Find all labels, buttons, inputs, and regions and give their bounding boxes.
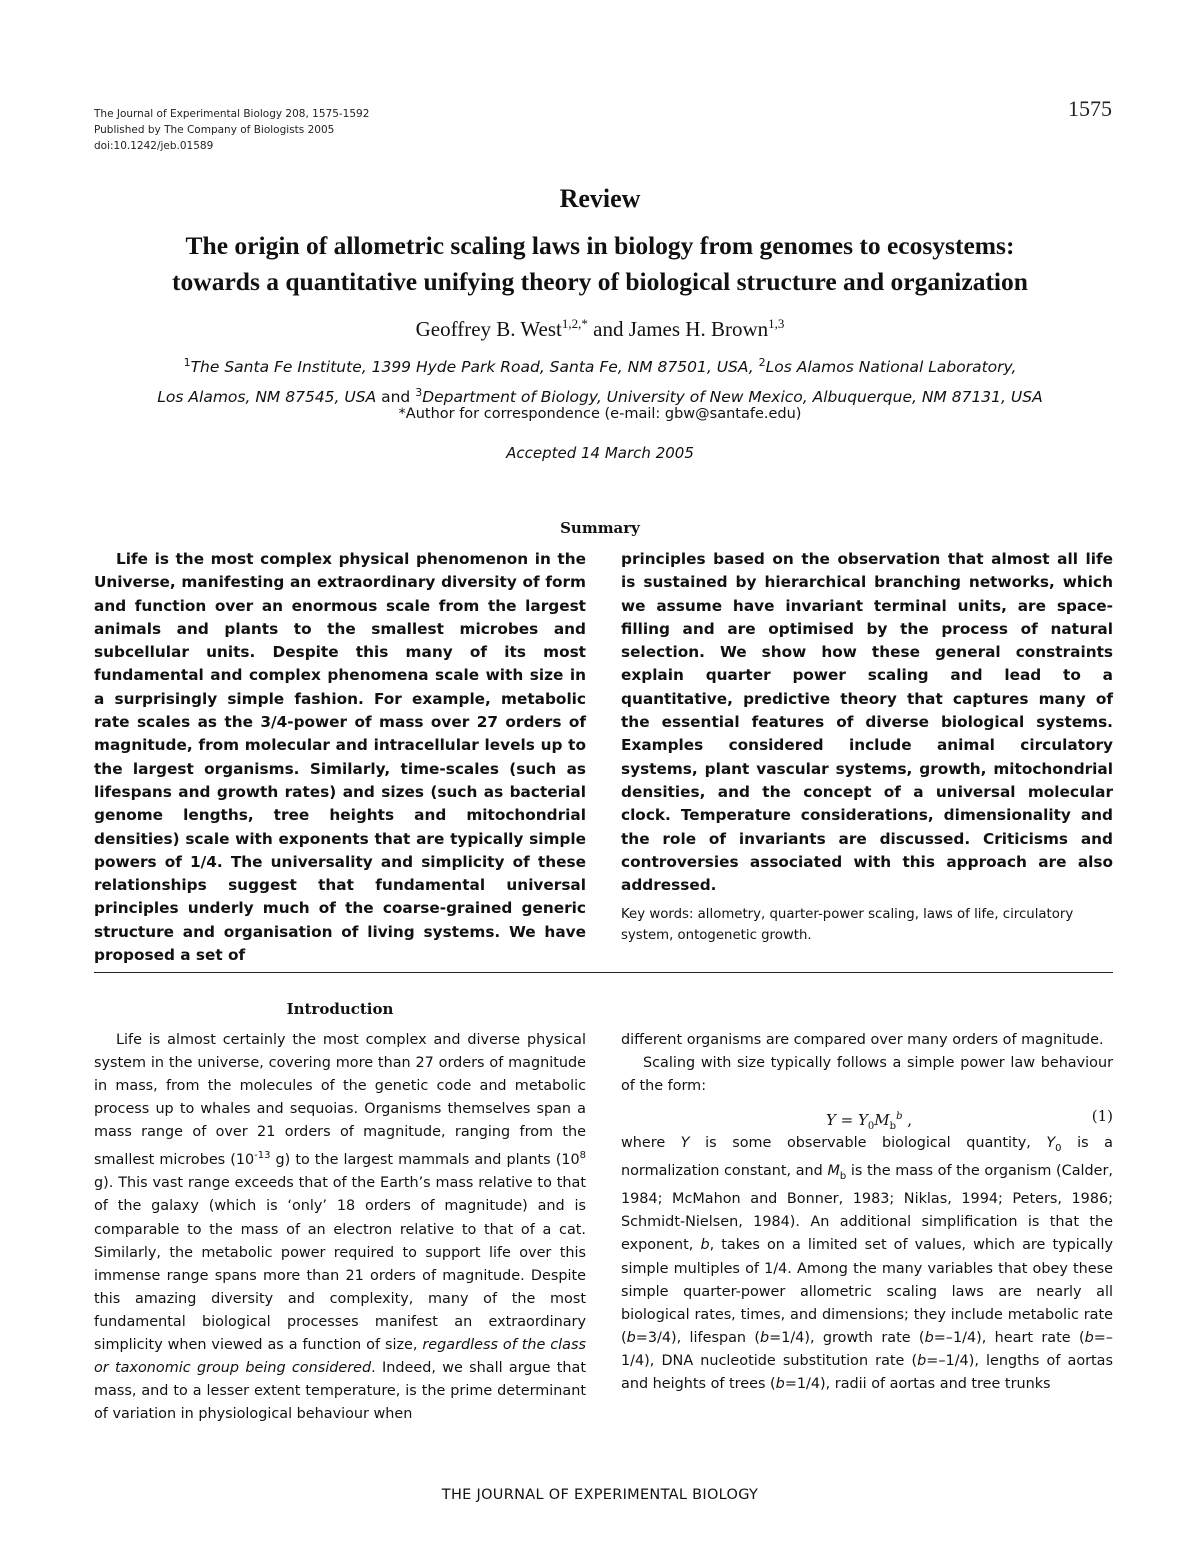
summary-heading: Summary	[560, 519, 640, 537]
body-text: is the mass of the organism (Calder, 1984; McMahon and Bonner, 1983; Niklas, 1994; Peters, 1986; Schmidt-Nielsen, 1984). An additional simplification is that the exponent,	[621, 1163, 1114, 1254]
symbol: b	[760, 1329, 770, 1346]
equation-number: (1)	[1091, 1107, 1113, 1126]
paragraph	[621, 1132, 1113, 1396]
affiliation-marker: 3	[415, 386, 423, 400]
body-text: g). This vast range exceeds that of the Earth’s mass relative to that of the galaxy (which is ‘only’ 18 orders of magnitude) and is comparable to the mass of an electron relative to that of a cat. Similarly, the metabolic power required to support life over this immense range spans more than 21 orders of magnitude. Despite this amazing diversity and complexity, many of the most fundamental biological processes manifest an extraordinary simplicity when viewed as a function of size,	[94, 1175, 586, 1354]
affiliation-conjunction: and	[376, 388, 416, 407]
author-conjunction: and	[587, 317, 629, 341]
eq-subscript: b	[889, 1121, 897, 1133]
keywords: Key words: allometry, quarter-power scaling, laws of life, circulatory system, ontogenetic growth.	[621, 907, 1074, 943]
affiliation-text: Department of Biology, University of New Mexico, Albuquerque, NM 87131, USA	[422, 388, 1043, 407]
symbol: Y	[1046, 1135, 1056, 1152]
symbol: Y	[680, 1135, 690, 1152]
eq-symbol: Y	[858, 1111, 868, 1130]
body-text: =–1/4), heart rate (	[933, 1329, 1085, 1346]
paragraph: different organisms are compared over many orders of magnitude.	[621, 1032, 1104, 1048]
affiliation-line-1	[60, 350, 1140, 380]
correspondence-note: *Author for correspondence (e-mail: gbw@santafe.edu)	[398, 406, 802, 422]
author-superscript: 1,3	[768, 316, 785, 331]
body-text: =–1/4), lengths of aortas and heights of trees (	[621, 1352, 1113, 1392]
exponent: 8	[579, 1150, 587, 1162]
author-superscript: 1,2,*	[561, 316, 588, 331]
symbol: M	[827, 1163, 840, 1180]
body-text: is a normalization constant, and	[621, 1135, 1113, 1180]
body-text: =1/4), growth rate (	[769, 1329, 925, 1346]
author-name: Geoffrey B. West	[415, 317, 562, 341]
eq-symbol: M	[874, 1111, 890, 1130]
accepted-date: Accepted 14 March 2005	[506, 444, 694, 462]
eq-exponent: b	[896, 1111, 903, 1123]
summary-left-column: Life is the most complex physical phenomenon in the Universe, manifesting an extraordinary diversity of form and function over an enormous scale from the largest animals and plants to the smallest microbes and subcellular units. Despite this many of its most fundamental and complex phenomena scale with size in a surprisingly simple fashion. For example, metabolic rate scales as the 3/4-power of mass over 27 orders of magnitude, from molecular and intracellular levels up to the largest organisms. Similarly, time-scales (such as lifespans and growth rates) and sizes (such as bacterial genome lengths, tree heights and mitochondrial densities) scale with exponents that are typically simple powers of 1/4. The universality and simplicity of these relationships suggest that fundamental universal principles underly much of the coarse-grained generic structure and organisation of living systems. We have proposed a set of	[94, 550, 586, 965]
article-type: Review	[559, 184, 641, 213]
article-title	[60, 228, 1140, 300]
exponent: -13	[254, 1150, 271, 1162]
affiliation-text: Los Alamos, NM 87545, USA	[157, 388, 377, 407]
eq-symbol: Y	[826, 1111, 836, 1130]
eq-operator: =	[835, 1111, 859, 1130]
author-list	[0, 316, 1200, 342]
author-name: James H. Brown	[628, 317, 769, 341]
body-text: where	[621, 1135, 681, 1152]
body-text: g) to the largest mammals and plants (10	[270, 1152, 580, 1169]
affiliations	[60, 350, 1140, 410]
eq-punctuation: ,	[902, 1111, 913, 1130]
emphasis-text: regardless of the class or taxonomic group being considered	[94, 1337, 586, 1377]
symbol: b	[917, 1352, 927, 1369]
journal-citation: The Journal of Experimental Biology 208, 1575-1592	[94, 108, 370, 120]
body-text: =3/4), lifespan (	[635, 1329, 760, 1346]
paragraph: Scaling with size typically follows a simple power law behaviour of the form:	[621, 1055, 1113, 1095]
summary-right-column: principles based on the observation that almost all life is sustained by hierarchical branching networks, which we assume have invariant terminal units, are space-filling and are optimised by the process of natural selection. We show how these general constraints explain quarter power scaling and lead to a quantitative, predictive theory that captures many of the essential features of diverse biological systems. Examples considered include animal circulatory systems, plant vascular systems, growth, mitochondrial densities, and the concept of a universal molecular clock. Temperature considerations, dimensionality and the role of invariants are discussed. Criticisms and controversies associated with this approach are also addressed.	[621, 550, 1113, 895]
title-line-1: The origin of allometric scaling laws in biology from genomes to ecosystems:	[185, 231, 1015, 260]
symbol: b	[775, 1375, 785, 1392]
section-divider	[94, 972, 1113, 973]
symbol: b	[1084, 1329, 1094, 1346]
publisher-line: Published by The Company of Biologists 2005	[94, 124, 335, 136]
symbol: b	[626, 1329, 636, 1346]
body-text: =1/4), radii of aortas and tree trunks	[784, 1375, 1051, 1392]
introduction-heading: Introduction	[286, 1000, 394, 1018]
equation-expression	[826, 1105, 912, 1138]
symbol: b	[700, 1237, 710, 1254]
journal-citation-block	[94, 106, 369, 154]
introduction-right-column	[621, 1029, 1113, 1396]
equation-1	[621, 1098, 1113, 1132]
affiliation-marker: 1	[183, 356, 191, 369]
body-text: =–1/4), DNA nucleotide substitution rate (	[621, 1329, 1113, 1369]
doi-line: doi:10.1242/jeb.01589	[94, 140, 214, 152]
body-text: . Indeed, we shall argue that mass, and to a lesser extent temperature, is the prime determinant of variation in physiological behaviour when	[94, 1360, 587, 1423]
eq-subscript: 0	[867, 1121, 875, 1133]
body-text: is some observable biological quantity,	[689, 1135, 1047, 1152]
body-text: , takes on a limited set of values, which are typically simple multiples of 1/4. Among the many variables that obey these simple quarter-power allometric scaling laws are nearly all biological rates, times, and dimensions; they include metabolic rate (	[621, 1237, 1113, 1346]
subscript: b	[839, 1171, 847, 1183]
subscript: 0	[1055, 1143, 1062, 1155]
introduction-left-column	[94, 1029, 586, 1426]
symbol: b	[924, 1329, 934, 1346]
body-text: Life is almost certainly the most complex and diverse physical system in the universe, covering more than 27 orders of magnitude in mass, from the molecules of the genetic code and metabolic process up to whales and sequoias. Organisms themselves span a mass range of over 21 orders of magnitude, ranging from the smallest microbes (10	[94, 1032, 586, 1169]
affiliation-marker: 2	[758, 356, 766, 369]
journal-footer: THE JOURNAL OF EXPERIMENTAL BIOLOGY	[441, 1487, 759, 1503]
title-line-2: towards a quantitative unifying theory of biological structure and organization	[172, 267, 1028, 296]
page-number: 1575	[1068, 96, 1112, 121]
affiliation-text: Los Alamos National Laboratory,	[765, 358, 1017, 377]
affiliation-text: The Santa Fe Institute, 1399 Hyde Park Road, Santa Fe, NM 87501, USA,	[190, 358, 759, 377]
